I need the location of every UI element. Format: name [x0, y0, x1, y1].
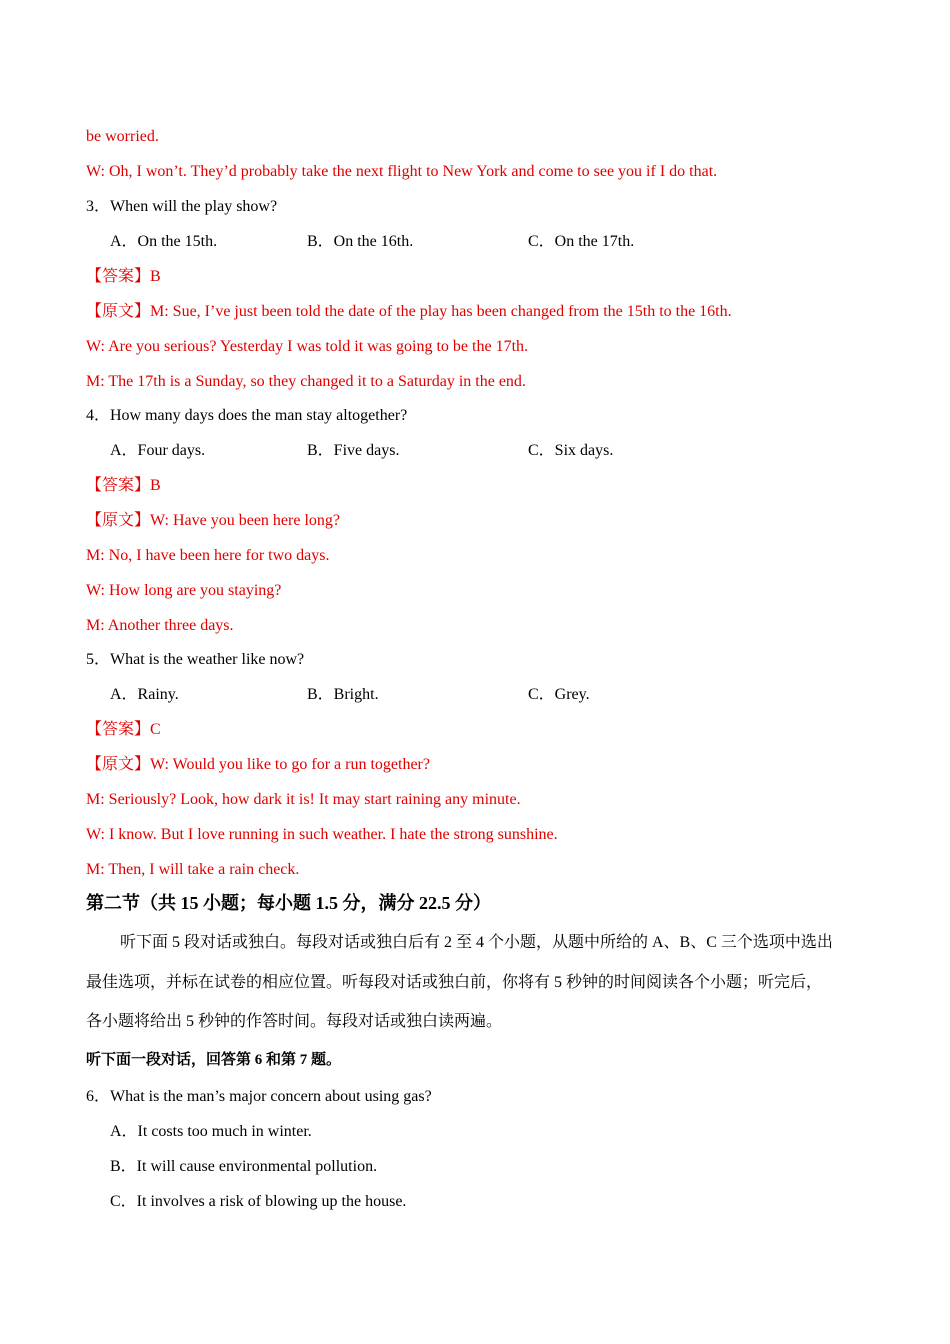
sub-heading: 听下面一段对话，回答第 6 和第 7 题。 — [86, 1052, 342, 1068]
option-c: C．Grey. — [528, 686, 590, 703]
option-a: A．It costs too much in winter. — [110, 1123, 312, 1140]
option-a: A．Rainy. — [110, 686, 179, 703]
question-4: 4．How many days does the man stay altogether? — [86, 407, 408, 424]
option-a: A．On the 15th. — [110, 233, 218, 250]
transcript-line: W: I know. But I love running in such weather. I hate the strong sunshine. — [86, 826, 558, 843]
transcript-line: W: How long are you staying? — [86, 582, 282, 599]
option-c: C．On the 17th. — [528, 233, 635, 250]
section-heading: 第二节（共 15 小题；每小题 1.5 分，满分 22.5 分） — [86, 893, 491, 913]
transcript-line: W: Oh, I won’t. They’d probably take the next flight to New York and come to see you if I do that. — [86, 163, 718, 180]
instruction-line: 各小题将给出 5 秒钟的作答时间。每段对话或独白读两遍。 — [86, 1013, 503, 1030]
option-c: C．Six days. — [528, 442, 614, 459]
option-b: B．It will cause environmental pollution. — [110, 1158, 378, 1175]
option-c: C．It involves a risk of blowing up the house. — [110, 1193, 407, 1210]
option-b: B．Bright. — [307, 686, 379, 703]
transcript-line: 【原文】W: Have you been here long? — [86, 512, 340, 529]
transcript-line: W: Are you serious? Yesterday I was told it was going to be the 17th. — [86, 338, 529, 355]
transcript-line: 【原文】W: Would you like to go for a run together? — [86, 756, 430, 773]
transcript-line: M: Then, I will take a rain check. — [86, 861, 300, 878]
transcript-line: 【原文】M: Sue, I’ve just been told the date of the play has been changed from the 15th to the 16th. — [86, 303, 732, 320]
option-a: A．Four days. — [110, 442, 206, 459]
transcript-line: M: No, I have been here for two days. — [86, 547, 330, 564]
transcript-line: be worried. — [86, 128, 159, 145]
question-6: 6．What is the man’s major concern about using gas? — [86, 1088, 432, 1105]
option-b: B．On the 16th. — [307, 233, 414, 250]
transcript-line: M: Another three days. — [86, 617, 234, 634]
answer-label: 【答案】B — [86, 268, 161, 285]
transcript-line: M: The 17th is a Sunday, so they changed it to a Saturday in the end. — [86, 373, 526, 390]
answer-label: 【答案】C — [86, 721, 161, 738]
answer-label: 【答案】B — [86, 477, 161, 494]
question-3: 3．When will the play show? — [86, 198, 278, 215]
instruction-line: 最佳选项，并标在试卷的相应位置。听每段对话或独白前，你将有 5 秒钟的时间阅读各个小题；听完后， — [86, 974, 823, 991]
option-b: B．Five days. — [307, 442, 400, 459]
instruction-line: 听下面 5 段对话或独白。每段对话或独白后有 2 至 4 个小题，从题中所给的 A、B、C 三个选项中选出 — [120, 934, 833, 951]
question-5: 5．What is the weather like now? — [86, 651, 305, 668]
transcript-line: M: Seriously? Look, how dark it is! It may start raining any minute. — [86, 791, 521, 808]
